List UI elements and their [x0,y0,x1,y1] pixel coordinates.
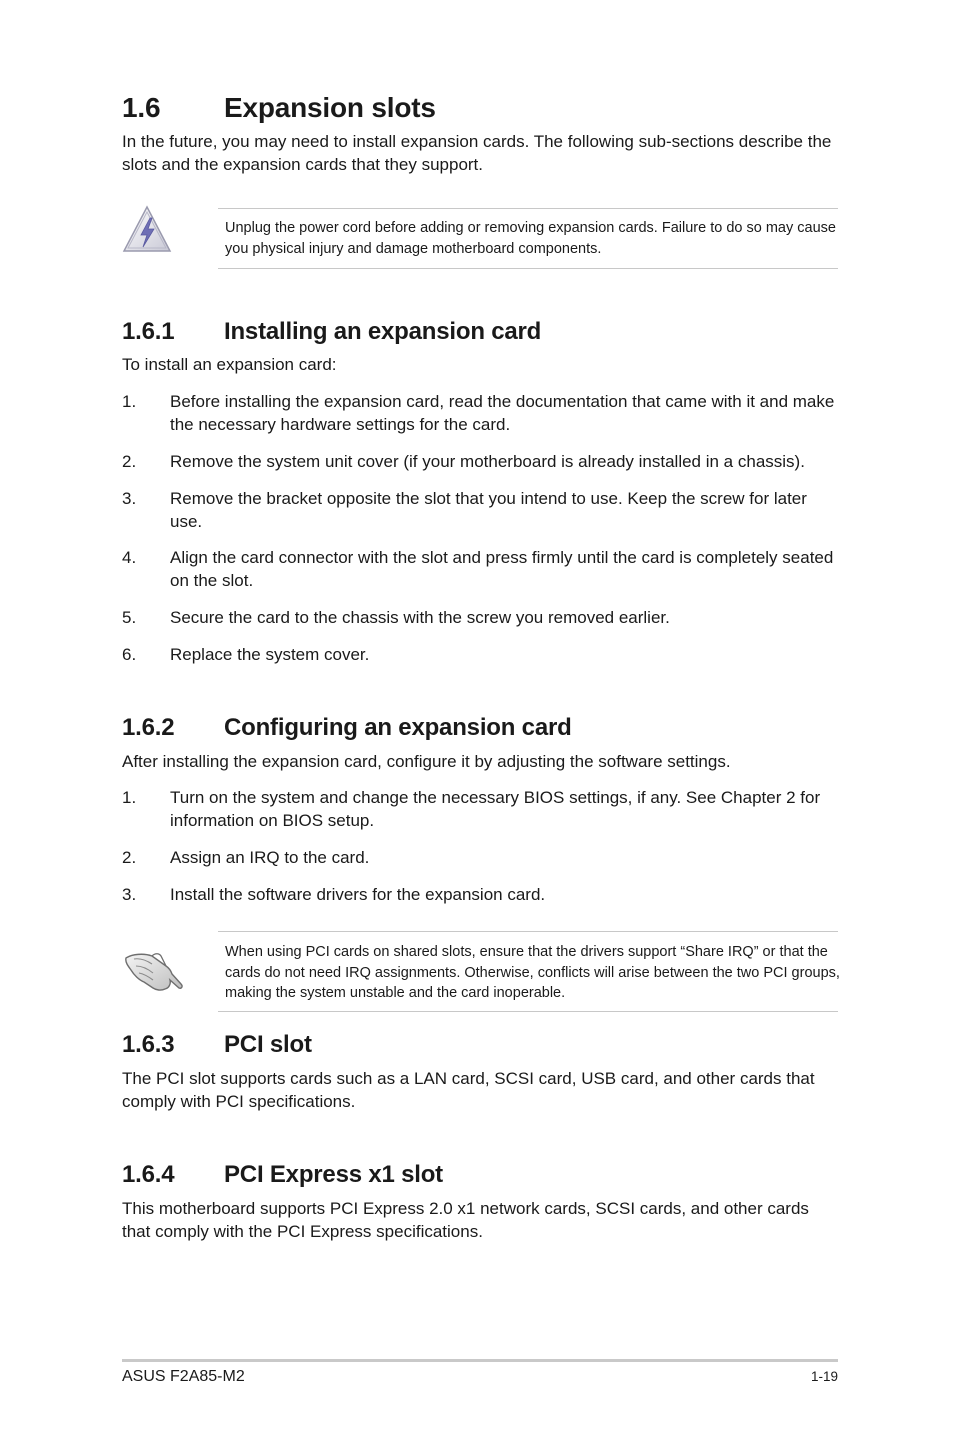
list-number: 3. [122,489,137,508]
pcie-heading [122,1161,842,1191]
pcie-title: PCI Express x1 slot [224,1161,443,1188]
pci-number: 1.6.3 [122,1031,175,1058]
list-text: Before installing the expansion card, read the documentation that came with it and make the necessary hardware settings for the card. [170,392,835,434]
list-number: 2. [122,452,137,471]
section-intro: In the future, you may need to install expansion cards. The following sub-sections describe the slots and the expansion cards that they support. [122,132,832,174]
list-item [122,786,838,832]
list-item [122,606,838,629]
install-intro: To install an expansion card: [122,355,337,374]
list-text: Remove the bracket opposite the slot that you intend to use. Keep the screw for later use. [170,489,807,531]
list-text: Assign an IRQ to the card. [170,848,370,867]
warning-lightning-icon [122,204,172,254]
list-text: Align the card connector with the slot and press firmly until the card is completely seated on the slot. [170,548,834,590]
list-text: Turn on the system and change the necessary BIOS settings, if any. See Chapter 2 for information on BIOS setup. [170,788,821,830]
install-title: Installing an expansion card [224,318,542,345]
pcie-number: 1.6.4 [122,1161,175,1188]
configure-heading [122,714,842,744]
footer-product: ASUS F2A85-M2 [122,1368,245,1385]
configure-number: 1.6.2 [122,714,175,741]
list-number: 1. [122,392,137,411]
list-text: Remove the system unit cover (if your motherboard is already installed in a chassis). [170,452,805,471]
list-number: 4. [122,548,137,567]
list-number: 5. [122,608,137,627]
list-number: 3. [122,885,137,904]
pointing-hand-icon [122,944,186,996]
list-item [122,546,838,592]
caution-box [218,208,838,269]
list-item [122,883,838,906]
install-number: 1.6.1 [122,318,175,345]
install-heading [122,318,842,348]
list-number: 1. [122,788,137,807]
list-item [122,487,838,533]
pcie-text: This motherboard supports PCI Express 2.0 x1 network cards, SCSI cards, and other cards that comply with the PCI Express specifications. [122,1199,809,1241]
note-text: When using PCI cards on shared slots, ensure that the drivers support “Share IRQ” or that the cards do not need IRQ assignments. Otherwise, conflicts will arise between the two PCI groups, making the system unstable and the card inoperable. [225,944,840,1001]
list-item [122,390,838,436]
configure-intro: After installing the expansion card, configure it by adjusting the software settings. [122,752,731,771]
list-number: 2. [122,848,137,867]
configure-title: Configuring an expansion card [224,714,572,741]
list-text: Secure the card to the chassis with the screw you removed earlier. [170,608,670,627]
section-number: 1.6 [122,92,161,123]
list-text: Install the software drivers for the expansion card. [170,885,546,904]
footer-divider [122,1359,838,1362]
footer-page-number: 1-19 [810,1369,838,1384]
pci-title: PCI slot [224,1031,312,1058]
pci-heading [122,1031,842,1061]
note-box [218,931,838,1012]
caution-text: Unplug the power cord before adding or removing expansion cards. Failure to do so may cause you physical injury and damage motherboard components. [225,220,836,257]
section-title: Expansion slots [224,92,436,123]
pci-text: The PCI slot supports cards such as a LAN card, SCSI card, USB card, and other cards that comply with PCI specifications. [122,1069,815,1111]
list-item [122,643,838,666]
list-text: Replace the system cover. [170,645,370,664]
section-heading [122,92,842,126]
list-item [122,450,838,473]
list-item [122,846,838,869]
list-number: 6. [122,645,137,664]
